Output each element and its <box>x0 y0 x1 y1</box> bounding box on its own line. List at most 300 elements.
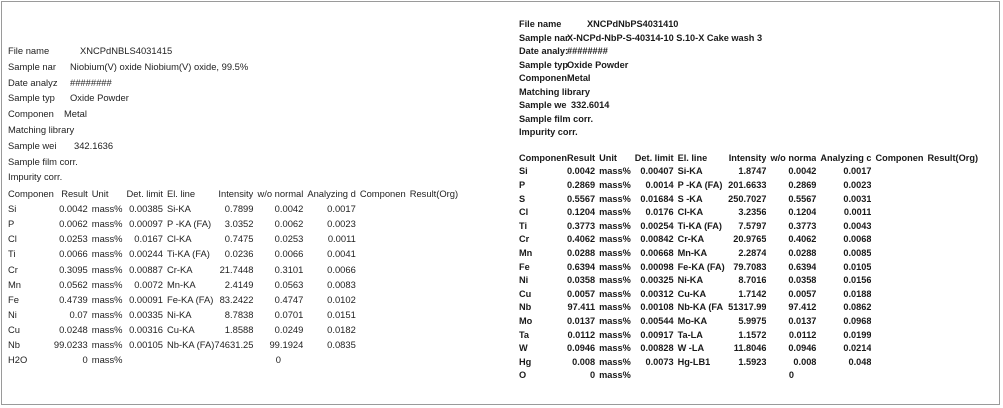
left-meta-block <box>8 43 248 185</box>
cell-analyzing: 0.0017 <box>843 166 872 177</box>
cell-analyzing: 0.0031 <box>843 193 872 204</box>
cell-intensity: 74631.25 <box>214 338 254 350</box>
cell-el-line: Cl-KA <box>677 207 704 218</box>
cell-empty <box>871 246 923 260</box>
cell-result: 0.4739 <box>59 293 88 305</box>
right-meta-block <box>519 18 762 140</box>
table-row <box>8 322 458 337</box>
column-header: Intensity <box>728 152 767 163</box>
cell-result: 0 <box>589 370 596 381</box>
meta-component: Componen Metal <box>8 108 87 120</box>
cell-el-line: Cr-KA <box>677 234 705 245</box>
cell-unit: mass% <box>91 218 123 230</box>
cell-unit: mass% <box>91 293 123 305</box>
cell-wo-normal: 0.0042 <box>274 203 304 215</box>
right-results-table <box>519 151 978 382</box>
meta-date-analyzed: Date analyz ######## <box>8 76 112 88</box>
cell-empty <box>923 233 978 247</box>
cell-el-line: Nb-KA (FA) <box>166 338 215 350</box>
cell-wo-normal: 0.0112 <box>788 329 817 340</box>
cell-wo-normal: 0.1204 <box>788 207 817 218</box>
cell-unit: mass% <box>91 354 123 366</box>
cell-empty <box>356 246 406 261</box>
cell-empty <box>923 273 978 287</box>
table-row <box>8 216 458 231</box>
cell-wo-normal: 0.0563 <box>274 278 304 290</box>
cell-el-line: Hg-LB1 <box>677 356 711 367</box>
cell-intensity: 83.2422 <box>219 293 254 305</box>
cell-wo-normal: 0.2869 <box>788 179 817 190</box>
cell-wo-normal: 0.0062 <box>274 218 304 230</box>
cell-el-line <box>163 352 214 367</box>
cell-wo-normal: 99.1924 <box>269 338 304 350</box>
cell-component: Si <box>519 166 528 177</box>
cell-intensity: 11.8046 <box>733 343 767 354</box>
cell-analyzing: 0.048 <box>848 356 872 367</box>
cell-det-limit: 0.00091 <box>129 293 163 305</box>
cell-empty <box>406 216 458 231</box>
cell-el-line: Ti-KA (FA) <box>677 220 722 231</box>
cell-wo-normal: 0.0946 <box>788 343 817 354</box>
cell-result: 97.411 <box>567 302 596 313</box>
cell-analyzing: 0.0083 <box>327 278 356 290</box>
cell-det-limit: 0.00105 <box>129 338 163 350</box>
meta-impurity-corr: Impurity corr. <box>8 171 63 183</box>
cell-analyzing: 0.0156 <box>843 275 872 286</box>
cell-empty <box>923 260 978 274</box>
cell-empty <box>923 328 978 342</box>
cell-det-limit: 0.00254 <box>640 220 674 231</box>
cell-component: Cl <box>519 207 529 218</box>
column-header: El. line <box>677 152 708 163</box>
cell-component: O <box>519 370 527 381</box>
cell-intensity: 1.8747 <box>738 166 767 177</box>
cell-empty <box>406 231 458 246</box>
table-row <box>8 201 458 216</box>
cell-wo-normal: 97.412 <box>788 302 817 313</box>
cell-unit: mass% <box>91 248 123 260</box>
cell-unit: mass% <box>91 308 123 320</box>
meta-impurity-corr: Impurity corr. <box>519 127 578 137</box>
cell-intensity: 21.7448 <box>219 263 254 275</box>
cell-empty <box>923 341 978 355</box>
cell-empty <box>923 205 978 219</box>
cell-det-limit: 0.00097 <box>129 218 163 230</box>
cell-wo-normal: 0.0701 <box>274 308 304 320</box>
cell-component: S <box>519 193 526 204</box>
meta-date-analyzed: Date analy:######## <box>519 46 608 56</box>
cell-intensity: 1.7142 <box>738 288 767 299</box>
cell-unit: mass% <box>599 193 631 204</box>
table-row <box>519 273 978 287</box>
cell-analyzing: 0.0968 <box>843 315 872 326</box>
cell-el-line: W -LA <box>677 343 705 354</box>
cell-result: 0.0057 <box>566 288 596 299</box>
cell-det-limit: 0.00335 <box>129 308 163 320</box>
table-row <box>8 246 458 261</box>
cell-unit: mass% <box>599 343 631 354</box>
cell-empty <box>923 219 978 233</box>
meta-sample-name: Sample nar Niobium(V) oxide Niobium(V) oxide, 99.5% <box>8 60 249 72</box>
column-header: Result <box>61 188 88 200</box>
cell-unit: mass% <box>91 203 123 215</box>
right-table-body <box>519 151 978 382</box>
cell-wo-normal: 0.008 <box>793 356 817 367</box>
cell-component: Fe <box>8 293 19 305</box>
cell-empty <box>923 314 978 328</box>
cell-wo-normal: 0.0042 <box>788 166 817 177</box>
cell-wo-normal: 0.0066 <box>274 248 304 260</box>
cell-analyzing: 0.0105 <box>843 261 872 272</box>
cell-empty <box>923 165 978 179</box>
cell-intensity: 2.2874 <box>738 247 767 258</box>
cell-intensity: 250.7027 <box>728 193 767 204</box>
cell-empty <box>871 287 923 301</box>
cell-det-limit: 0.00325 <box>640 275 674 286</box>
cell-wo-normal: 0.6394 <box>788 261 817 272</box>
cell-empty <box>406 352 458 367</box>
cell-component: W <box>519 343 528 354</box>
table-row <box>519 260 978 274</box>
cell-component: P <box>8 218 15 230</box>
column-header: Componen <box>8 188 54 200</box>
column-header: Componen <box>875 152 924 163</box>
cell-intensity: 20.9765 <box>733 234 767 245</box>
cell-intensity <box>214 352 253 367</box>
cell-empty <box>871 219 923 233</box>
cell-analyzing: 0.0102 <box>327 293 356 305</box>
cell-el-line: Ni-KA <box>166 308 192 320</box>
cell-det-limit: 0.00312 <box>640 288 674 299</box>
cell-empty <box>871 273 923 287</box>
cell-el-line: Ta-LA <box>677 329 703 340</box>
meta-matching-library: Matching library <box>8 123 75 135</box>
meta-file-name: File name XNCPdNbPS4031410 <box>519 19 679 29</box>
cell-intensity: 51317.99 <box>728 302 767 313</box>
cell-intensity: 201.6633 <box>728 179 767 190</box>
cell-empty <box>923 192 978 206</box>
cell-component: Ti <box>519 220 527 231</box>
cell-el-line: Fe-KA (FA) <box>677 261 725 272</box>
cell-el-line: Si-KA <box>166 203 191 215</box>
cell-analyzing: 0.0017 <box>327 203 356 215</box>
column-header: Analyzing d <box>307 188 356 200</box>
cell-intensity: 7.5797 <box>738 220 767 231</box>
cell-component: Ti <box>8 248 16 260</box>
column-header: Unit <box>599 152 617 163</box>
cell-component: Mo <box>519 315 533 326</box>
column-header: w/o normal <box>257 188 304 200</box>
meta-matching-library: Matching library <box>519 86 590 97</box>
cell-analyzing: 0.0011 <box>843 207 872 218</box>
cell-result: 0.0562 <box>59 278 88 290</box>
cell-det-limit: 0.0073 <box>645 356 674 367</box>
cell-analyzing: 0.0043 <box>843 220 872 231</box>
table-row <box>8 261 458 276</box>
cell-intensity: 2.4149 <box>224 278 254 290</box>
cell-det-limit: 0.00316 <box>129 323 163 335</box>
cell-det-limit: 0.0072 <box>134 278 163 290</box>
cell-empty <box>871 260 923 274</box>
cell-empty <box>356 337 406 352</box>
cell-empty <box>406 277 458 292</box>
cell-det-limit: 0.00544 <box>640 315 674 326</box>
column-header: Det. limit <box>634 152 674 163</box>
cell-empty <box>356 216 406 231</box>
cell-wo-normal: 0.0057 <box>788 288 817 299</box>
cell-analyzing: 0.0023 <box>843 179 872 190</box>
cell-intensity <box>725 369 767 383</box>
meta-file-name: File name XNCPdNBLS4031415 <box>8 45 173 56</box>
cell-intensity: 8.7016 <box>738 275 767 286</box>
cell-wo-normal: 0.0358 <box>788 275 817 286</box>
cell-empty <box>871 233 923 247</box>
cell-empty <box>356 261 406 276</box>
cell-unit: mass% <box>91 278 123 290</box>
column-header: Analyzing c <box>820 152 872 163</box>
cell-intensity: 3.2356 <box>738 207 767 218</box>
cell-det-limit: 0.00385 <box>129 203 163 215</box>
left-report <box>8 43 459 366</box>
cell-det-limit: 0.00917 <box>640 329 674 340</box>
cell-unit: mass% <box>599 329 631 340</box>
table-row <box>519 165 978 179</box>
cell-analyzing: 0.0066 <box>327 263 356 275</box>
cell-result: 0.1204 <box>566 207 596 218</box>
cell-wo-normal: 0.3101 <box>274 263 304 275</box>
cell-el-line: Fe-KA (FA) <box>166 293 214 305</box>
cell-result: 0.0358 <box>566 275 596 286</box>
cell-component: Mn <box>8 278 22 290</box>
cell-component: Ta <box>519 329 530 340</box>
cell-unit: mass% <box>599 234 631 245</box>
cell-wo-normal: 0.4062 <box>788 234 817 245</box>
table-row <box>8 231 458 246</box>
left-results-table <box>8 186 458 367</box>
cell-component: Hg <box>519 356 532 367</box>
cell-analyzing: 0.0188 <box>843 288 872 299</box>
cell-result: 0.0042 <box>566 166 596 177</box>
cell-empty <box>923 369 978 383</box>
cell-analyzing: 0.0835 <box>327 338 356 350</box>
cell-intensity: 1.8588 <box>224 323 254 335</box>
cell-unit: mass% <box>599 315 631 326</box>
cell-el-line: Si-KA <box>677 166 703 177</box>
cell-el-line: Mn-KA <box>166 278 196 290</box>
meta-sample-name: Sample narX-NCPd-NbP-S-40314-10 S.10-X Cake wash 3 <box>519 32 763 43</box>
cell-wo-normal: 0.0249 <box>274 323 304 335</box>
cell-analyzing: 0.0041 <box>327 248 356 260</box>
cell-el-line: Mo-KA <box>677 315 708 326</box>
cell-unit: mass% <box>91 323 123 335</box>
cell-unit: mass% <box>599 166 631 177</box>
table-row <box>519 314 978 328</box>
cell-empty <box>923 246 978 260</box>
cell-det-limit: 0.00668 <box>640 247 674 258</box>
cell-empty <box>923 178 978 192</box>
cell-empty <box>406 261 458 276</box>
cell-empty <box>356 352 406 367</box>
cell-intensity: 79.7083 <box>733 261 767 272</box>
cell-result: 0.6394 <box>566 261 596 272</box>
cell-el-line: Ti-KA (FA) <box>166 248 210 260</box>
cell-analyzing: 0.0011 <box>327 233 356 245</box>
cell-det-limit: 0.00407 <box>640 166 674 177</box>
cell-component: Fe <box>519 261 530 272</box>
cell-analyzing: 0.0182 <box>327 323 356 335</box>
table-row <box>8 292 458 307</box>
table-header-row <box>519 151 978 165</box>
cell-result: 0.0946 <box>566 343 596 354</box>
cell-analyzing: 0.0151 <box>327 308 356 320</box>
table-row <box>519 341 978 355</box>
cell-det-limit <box>123 352 163 367</box>
cell-intensity: 0.0236 <box>224 248 254 260</box>
cell-wo-normal: 0.0253 <box>274 233 304 245</box>
cell-component: Nb <box>519 302 532 313</box>
cell-result: 0.0062 <box>59 218 88 230</box>
table-row <box>519 301 978 315</box>
table-row <box>519 246 978 260</box>
cell-empty <box>406 322 458 337</box>
cell-empty <box>356 201 406 216</box>
cell-result: 99.0233 <box>53 338 88 350</box>
meta-sample-film-corr: Sample film corr. <box>8 155 78 167</box>
table-row <box>519 192 978 206</box>
cell-empty <box>871 341 923 355</box>
cell-unit: mass% <box>599 179 631 190</box>
cell-det-limit: 0.0014 <box>645 179 674 190</box>
cell-component: Nb <box>8 338 20 350</box>
cell-intensity: 0.7475 <box>224 233 254 245</box>
column-header: Intensity <box>218 188 254 200</box>
cell-unit: mass% <box>599 247 631 258</box>
cell-component: H2O <box>8 354 28 366</box>
cell-intensity: 3.0352 <box>224 218 254 230</box>
table-row <box>519 233 978 247</box>
cell-wo-normal: 0.3773 <box>788 220 817 231</box>
column-header: Result(Org) <box>409 188 459 200</box>
cell-unit: mass% <box>91 233 123 245</box>
cell-result: 0.2869 <box>566 179 596 190</box>
cell-result: 0.008 <box>572 356 596 367</box>
cell-empty <box>871 369 923 383</box>
cell-el-line: Nb-KA (FA <box>677 302 724 313</box>
meta-sample-type: Sample typ Oxide Powder <box>8 92 129 104</box>
cell-wo-normal: 0.0137 <box>788 315 817 326</box>
cell-unit: mass% <box>91 338 123 350</box>
cell-det-limit: 0.00887 <box>129 263 163 275</box>
cell-empty <box>406 337 458 352</box>
cell-empty <box>356 307 406 322</box>
cell-empty <box>871 314 923 328</box>
cell-result: 0.0253 <box>59 233 88 245</box>
column-header: Componen <box>359 188 406 200</box>
cell-result: 0.0066 <box>59 248 88 260</box>
cell-intensity: 1.1572 <box>738 329 767 340</box>
cell-component: Cr <box>519 234 530 245</box>
cell-unit: mass% <box>599 275 631 286</box>
cell-el-line: Cl-KA <box>166 233 192 245</box>
cell-result: 0.3095 <box>59 263 88 275</box>
cell-result: 0.0288 <box>566 247 596 258</box>
cell-unit: mass% <box>91 263 123 275</box>
cell-el-line <box>674 369 725 383</box>
cell-intensity: 1.5923 <box>738 356 767 367</box>
meta-sample-weight: Sample wei 342.1636 <box>8 139 114 151</box>
cell-unit: mass% <box>599 207 631 218</box>
cell-empty <box>406 292 458 307</box>
cell-empty <box>871 192 923 206</box>
cell-analyzing: 0.0214 <box>843 343 872 354</box>
meta-sample-type: Sample typOxide Powder <box>519 59 629 70</box>
cell-el-line: Ni-KA <box>677 275 704 286</box>
cell-el-line: Cu-KA <box>677 288 707 299</box>
cell-component: Ni <box>519 275 529 286</box>
cell-det-limit: 0.00842 <box>640 234 674 245</box>
table-row <box>519 205 978 219</box>
cell-analyzing: 0.0862 <box>843 302 872 313</box>
cell-component: Cu <box>8 323 20 335</box>
cell-empty <box>406 307 458 322</box>
cell-component: Mn <box>519 247 533 258</box>
table-row <box>519 328 978 342</box>
table-row <box>8 277 458 292</box>
cell-wo-normal: 0 <box>275 354 282 366</box>
table-row <box>519 369 978 383</box>
cell-empty <box>923 355 978 369</box>
cell-result: 0.0042 <box>59 203 88 215</box>
cell-analyzing: 0.0199 <box>843 329 872 340</box>
cell-result: 0.0248 <box>59 323 88 335</box>
table-row <box>519 178 978 192</box>
cell-unit: mass% <box>599 356 631 367</box>
cell-unit: mass% <box>599 370 631 381</box>
column-header: El. line <box>166 188 196 200</box>
cell-analyzing <box>816 369 871 383</box>
cell-result: 0.0137 <box>566 315 596 326</box>
cell-empty <box>923 287 978 301</box>
cell-empty <box>406 246 458 261</box>
cell-analyzing: 0.0085 <box>843 247 872 258</box>
cell-component: Cu <box>519 288 532 299</box>
cell-result: 0.5567 <box>566 193 596 204</box>
cell-empty <box>871 328 923 342</box>
cell-el-line: P -KA (FA) <box>166 218 212 230</box>
column-header: Det. limit <box>126 188 163 200</box>
cell-det-limit: 0.0176 <box>645 207 674 218</box>
cell-result: 0 <box>82 354 88 366</box>
table-row <box>8 337 458 352</box>
cell-det-limit: 0.01684 <box>640 193 674 204</box>
cell-result: 0.07 <box>69 308 88 320</box>
meta-component: ComponenMetal <box>519 73 591 83</box>
cell-component: Cr <box>8 263 18 275</box>
cell-det-limit <box>631 369 674 383</box>
cell-det-limit: 0.00098 <box>640 261 674 272</box>
meta-sample-film-corr: Sample film corr. <box>519 113 594 124</box>
column-header: Componen <box>519 152 567 163</box>
cell-unit: mass% <box>599 302 631 313</box>
cell-wo-normal: 0 <box>788 370 794 381</box>
table-row <box>8 307 458 322</box>
cell-el-line: Mn-KA <box>677 247 708 258</box>
cell-det-limit: 0.00244 <box>129 248 163 260</box>
cell-intensity: 5.9975 <box>738 315 767 326</box>
cell-component: P <box>519 179 526 190</box>
table-row <box>519 287 978 301</box>
cell-unit: mass% <box>599 261 631 272</box>
